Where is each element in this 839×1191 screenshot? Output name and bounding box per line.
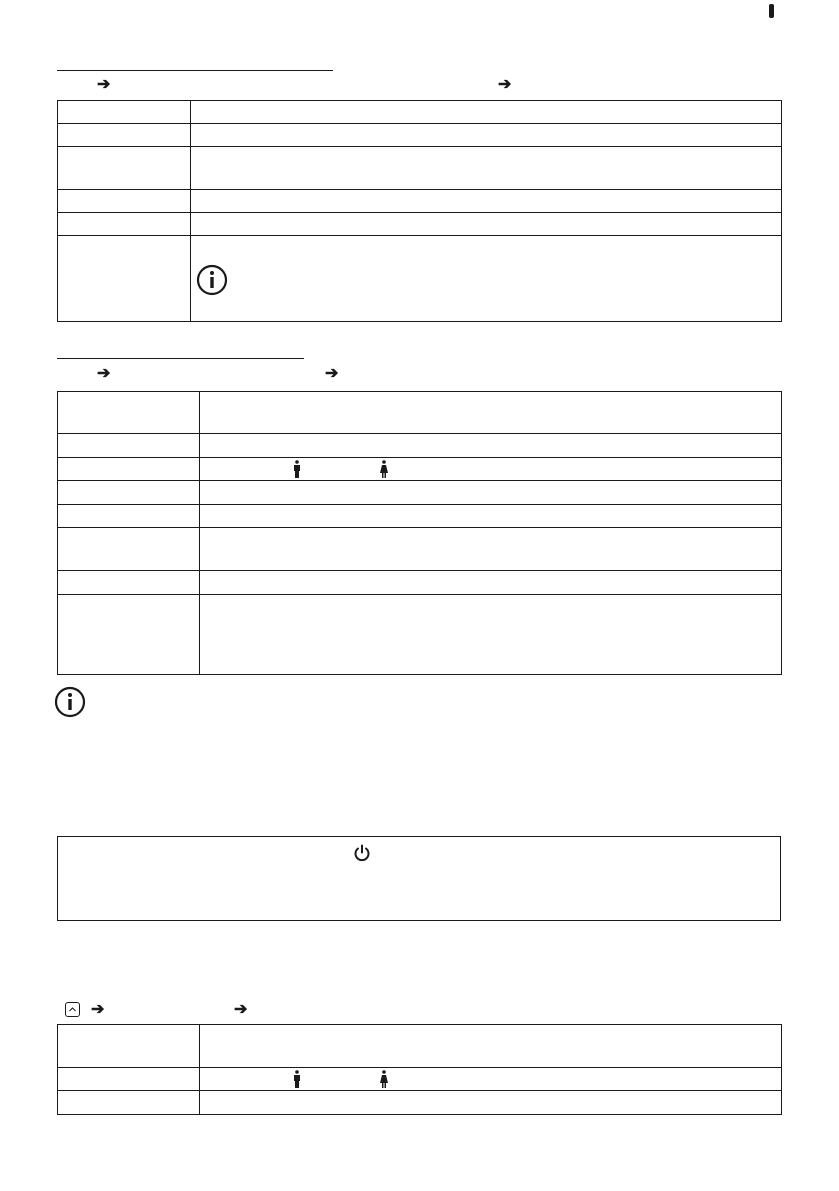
table-cell (199, 392, 781, 434)
section-2-heading-rule (57, 358, 304, 359)
table-cell (199, 595, 781, 675)
section-2-table (57, 391, 782, 675)
section-1-table (57, 100, 782, 322)
table-cell (190, 124, 781, 147)
arrow-right-icon: ➔ (91, 1001, 105, 1018)
table-cell (199, 528, 781, 571)
table-cell (190, 213, 781, 236)
table-row (58, 101, 782, 124)
section-1-heading-rule (57, 70, 333, 71)
section-2-navigation-path (57, 366, 781, 384)
table-row (58, 147, 782, 190)
table-cell (190, 147, 781, 190)
table-cell (58, 481, 200, 505)
table-cell (58, 124, 191, 147)
table-row (58, 213, 782, 236)
arrow-right-icon: ➔ (97, 76, 111, 93)
female-icon (380, 1070, 388, 1088)
table-cell (190, 236, 781, 322)
table-cell (58, 392, 200, 434)
table-cell (58, 101, 191, 124)
table-cell (199, 1068, 781, 1091)
table-cell (199, 505, 781, 528)
arrow-right-icon: ➔ (325, 365, 339, 382)
table-cell (199, 1091, 781, 1115)
table-cell (58, 458, 200, 481)
table-cell (58, 1025, 200, 1068)
up-arrow-key-icon (65, 1002, 80, 1017)
arrow-right-icon: ➔ (97, 365, 111, 382)
table-cell (199, 481, 781, 505)
table-row (58, 392, 782, 434)
arrow-right-icon: ➔ (498, 76, 512, 93)
table-cell (58, 147, 191, 190)
table-cell (58, 190, 191, 213)
table-row (58, 458, 782, 481)
table-row (58, 1025, 782, 1068)
table-row (58, 1091, 782, 1115)
power-icon (353, 844, 371, 862)
table-row (58, 528, 782, 571)
table-cell (58, 236, 191, 322)
table-cell (190, 101, 781, 124)
section-3-table (57, 1024, 782, 1115)
table-cell (58, 1068, 200, 1091)
table-cell (58, 571, 200, 595)
table-row (58, 434, 782, 458)
table-row (58, 595, 782, 675)
table-row (58, 1068, 782, 1091)
table-cell (199, 1025, 781, 1068)
table-row (58, 190, 782, 213)
power-instruction-box (57, 836, 781, 921)
male-icon (293, 460, 301, 478)
male-icon (293, 1070, 301, 1088)
female-icon (380, 460, 388, 478)
arrow-right-icon: ➔ (234, 1001, 248, 1018)
table-cell (58, 434, 200, 458)
table-cell (58, 1091, 200, 1115)
info-icon (196, 264, 228, 296)
page-edge-marker (769, 4, 774, 18)
table-cell (58, 505, 200, 528)
section-3-navigation-path (57, 1002, 781, 1020)
table-row (58, 505, 782, 528)
table-row (58, 124, 782, 147)
table-cell (190, 190, 781, 213)
table-cell (199, 458, 781, 481)
section-1-navigation-path (57, 77, 781, 95)
table-row (58, 236, 782, 322)
table-cell (58, 213, 191, 236)
table-cell (199, 571, 781, 595)
table-row (58, 481, 782, 505)
table-cell (199, 434, 781, 458)
table-cell (58, 528, 200, 571)
table-cell (58, 595, 200, 675)
table-row (58, 571, 782, 595)
info-icon (54, 686, 86, 718)
